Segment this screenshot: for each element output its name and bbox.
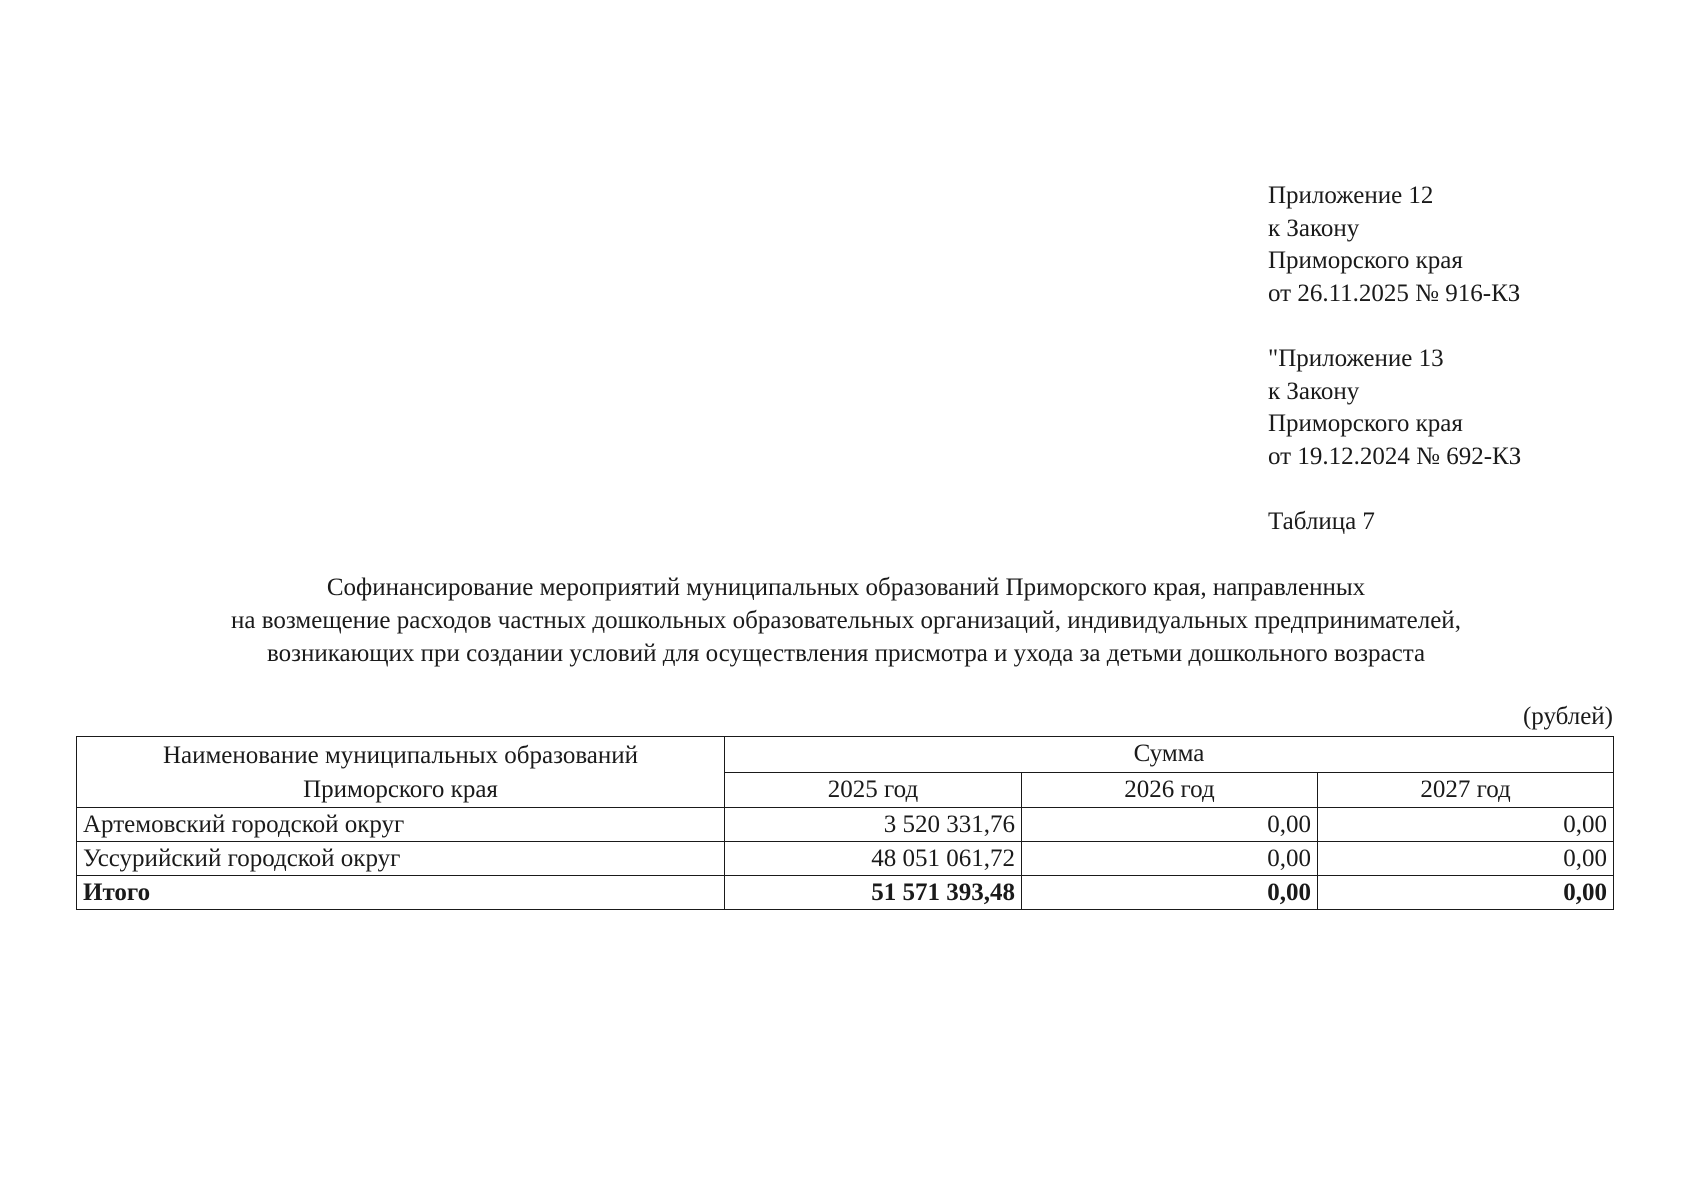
document-title bbox=[76, 571, 1616, 670]
header-name-cell bbox=[77, 737, 725, 808]
row-name: Уссурийский городской округ bbox=[77, 842, 725, 876]
header-year-2025: 2025 год bbox=[725, 772, 1022, 808]
header-name-line-1: Наименование муниципальных образований bbox=[162, 742, 639, 769]
appendix-region: Приморского края bbox=[1268, 247, 1463, 274]
row-name: Артемовский городской округ bbox=[77, 808, 725, 842]
appendix-law-label: к Закону bbox=[1268, 214, 1360, 242]
table-header-row-1 bbox=[77, 737, 1614, 773]
amended-region: Приморского края bbox=[1268, 410, 1463, 437]
header-sum-cell: Сумма bbox=[725, 737, 1614, 773]
table-label: Таблица 7 bbox=[1268, 508, 1375, 535]
total-value-2025: 51 571 393,48 bbox=[725, 876, 1022, 910]
amended-law-label: к Закону bbox=[1268, 377, 1360, 405]
appendix-current-header bbox=[1268, 180, 1520, 310]
table-total-row bbox=[77, 876, 1614, 910]
units-label: (рублей) bbox=[1522, 703, 1613, 730]
header-year-2026: 2026 год bbox=[1022, 772, 1318, 808]
row-value-2026: 0,00 bbox=[1022, 842, 1318, 876]
amended-law-date: от 19.12.2024 № 692-КЗ bbox=[1268, 442, 1522, 470]
title-line-1: Софинансирование мероприятий муниципальных образований Приморского края, направленных bbox=[326, 574, 1366, 601]
appendix-amended-header bbox=[1268, 343, 1521, 473]
header-name-line-2: Приморского края bbox=[303, 776, 498, 803]
total-name: Итого bbox=[77, 876, 725, 910]
table-row bbox=[77, 842, 1614, 876]
amended-appendix-number: "Приложение 13 bbox=[1268, 345, 1444, 372]
cofinancing-table bbox=[76, 736, 1614, 910]
total-value-2027: 0,00 bbox=[1318, 876, 1614, 910]
row-value-2027: 0,00 bbox=[1318, 842, 1614, 876]
total-value-2026: 0,00 bbox=[1022, 876, 1318, 910]
header-year-2027: 2027 год bbox=[1318, 772, 1614, 808]
row-value-2026: 0,00 bbox=[1022, 808, 1318, 842]
title-line-2: на возмещение расходов частных дошкольных образовательных организаций, индивидуальных предпринимателей, bbox=[231, 607, 1461, 634]
row-value-2025: 48 051 061,72 bbox=[725, 842, 1022, 876]
title-line-3: возникающих при создании условий для осуществления присмотра и ухода за детьми дошкольного возраста bbox=[266, 640, 1426, 667]
table-row bbox=[77, 808, 1614, 842]
table-label-block bbox=[1268, 506, 1375, 539]
row-value-2025: 3 520 331,76 bbox=[725, 808, 1022, 842]
appendix-law-date: от 26.11.2025 № 916-КЗ bbox=[1268, 279, 1521, 307]
row-value-2027: 0,00 bbox=[1318, 808, 1614, 842]
appendix-number: Приложение 12 bbox=[1268, 182, 1434, 209]
